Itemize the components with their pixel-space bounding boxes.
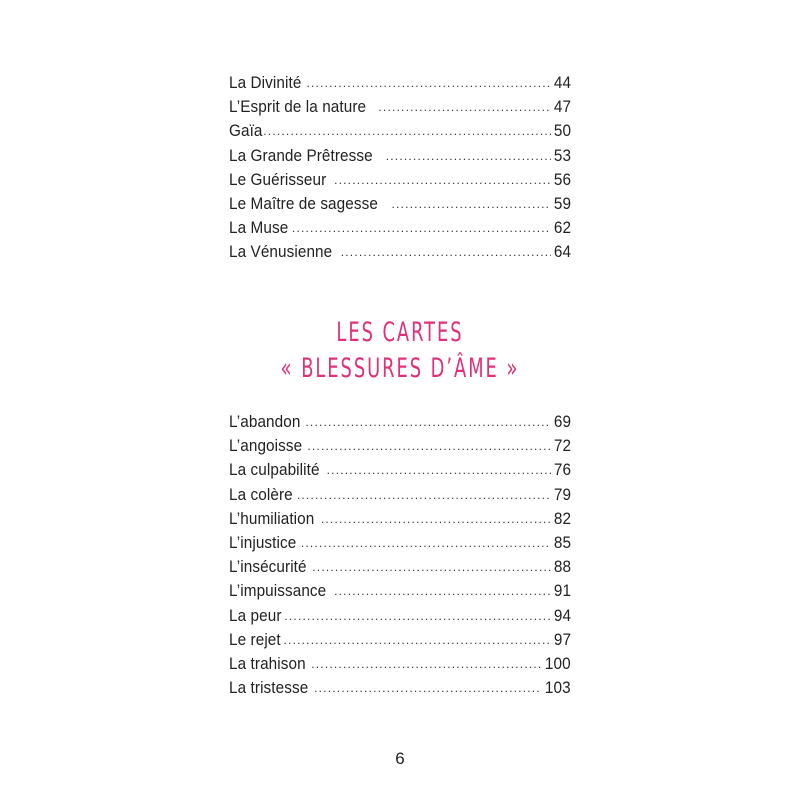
toc-leader-dots xyxy=(307,434,551,458)
toc-entry[interactable] xyxy=(229,458,571,482)
toc-leader-dots xyxy=(284,604,551,628)
section-heading-line2: « BLESSURES D’ÂME » xyxy=(280,353,520,384)
toc-entry-page: 100 xyxy=(545,653,571,673)
toc-entry[interactable] xyxy=(229,628,571,652)
toc-leader-dots xyxy=(284,628,551,652)
toc-entry-title: L’impuissance xyxy=(229,581,327,601)
toc-entry-title: Gaïa xyxy=(229,121,263,141)
toc-entry-page: 91 xyxy=(553,581,571,601)
toc-leader-dots xyxy=(305,410,551,434)
toc-entry-page: 79 xyxy=(553,484,571,504)
toc-list-part2 xyxy=(229,410,571,700)
toc-entry-page: 64 xyxy=(553,242,571,262)
toc-entry[interactable] xyxy=(229,531,571,555)
toc-entry-page: 47 xyxy=(553,97,571,117)
toc-entry[interactable] xyxy=(229,676,571,700)
toc-entry-page: 69 xyxy=(553,412,571,431)
toc-entry-page: 56 xyxy=(553,169,571,189)
toc-entry[interactable] xyxy=(229,604,571,628)
toc-entry[interactable] xyxy=(229,507,571,531)
toc-entry-title: L’injustice xyxy=(229,532,297,552)
toc-entry-title: Le rejet xyxy=(229,629,281,649)
toc-entry[interactable] xyxy=(229,192,571,216)
toc-entry[interactable] xyxy=(229,434,571,458)
toc-leader-dots xyxy=(311,652,541,676)
section-heading-line1: LES CARTES xyxy=(336,317,464,348)
toc-entry[interactable] xyxy=(229,144,571,168)
toc-entry-page: 85 xyxy=(553,532,571,552)
page-number: 6 xyxy=(395,749,405,768)
toc-entry-page: 72 xyxy=(553,436,571,456)
toc-entry-title: L’humiliation xyxy=(229,508,315,528)
section-heading xyxy=(200,315,600,387)
toc-entry-title: Le Guérisseur xyxy=(229,169,327,189)
toc-list-part1 xyxy=(229,71,571,265)
toc-entry-page: 62 xyxy=(553,218,571,238)
toc-entry[interactable] xyxy=(229,555,571,579)
toc-entry-page: 59 xyxy=(553,193,571,213)
toc-entry-page: 76 xyxy=(553,460,571,480)
toc-leader-dots xyxy=(334,579,551,603)
toc-leader-dots xyxy=(312,555,551,579)
toc-entry-title: La peur xyxy=(229,605,282,625)
toc-entry-title: La Divinité xyxy=(229,73,302,92)
toc-entry[interactable] xyxy=(229,95,571,119)
toc-entry-page: 53 xyxy=(553,145,571,165)
toc-entry-title: La colère xyxy=(229,484,293,504)
toc-entry[interactable] xyxy=(229,168,571,192)
toc-entry-title: L’Esprit de la nature xyxy=(229,97,367,117)
toc-entry[interactable] xyxy=(229,240,571,264)
toc-leader-dots xyxy=(314,676,541,700)
toc-leader-dots xyxy=(386,144,551,168)
toc-entry[interactable] xyxy=(229,410,571,434)
toc-entry-title: La Muse xyxy=(229,218,289,238)
toc-leader-dots xyxy=(341,240,551,264)
toc-entry-title: La tristesse xyxy=(229,678,309,698)
toc-entry-page: 44 xyxy=(553,73,571,92)
toc-entry-title: L’abandon xyxy=(229,412,301,431)
toc-entry-title: La culpabilité xyxy=(229,460,320,480)
toc-leader-dots xyxy=(301,531,551,555)
toc-leader-dots xyxy=(327,458,551,482)
toc-leader-dots xyxy=(321,507,551,531)
toc-entry[interactable] xyxy=(229,652,571,676)
toc-leader-dots xyxy=(297,483,551,507)
toc-leader-dots xyxy=(391,192,550,216)
toc-entry[interactable] xyxy=(229,579,571,603)
toc-entry-page: 82 xyxy=(553,508,571,528)
toc-entry-title: L’insécurité xyxy=(229,557,307,577)
toc-leader-dots xyxy=(292,216,551,240)
toc-entry-title: La Grande Prêtresse xyxy=(229,145,373,165)
toc-entry-title: La trahison xyxy=(229,653,306,673)
toc-entry[interactable] xyxy=(229,483,571,507)
toc-entry-page: 94 xyxy=(553,605,571,625)
toc-entry[interactable] xyxy=(229,71,571,95)
toc-entry-page: 50 xyxy=(553,121,571,141)
toc-entry[interactable] xyxy=(229,216,571,240)
toc-entry-page: 88 xyxy=(553,557,571,577)
toc-entry-page: 97 xyxy=(553,629,571,649)
toc-entry-title: La Vénusienne xyxy=(229,242,333,262)
toc-entry-page: 103 xyxy=(545,678,571,698)
toc-entry[interactable] xyxy=(229,119,571,143)
toc-leader-dots xyxy=(306,71,550,95)
toc-leader-dots xyxy=(334,168,551,192)
toc-leader-dots xyxy=(263,119,551,143)
toc-entry-title: Le Maître de sagesse xyxy=(229,193,378,213)
toc-entry-title: L’angoisse xyxy=(229,436,303,456)
toc-leader-dots xyxy=(378,95,551,119)
